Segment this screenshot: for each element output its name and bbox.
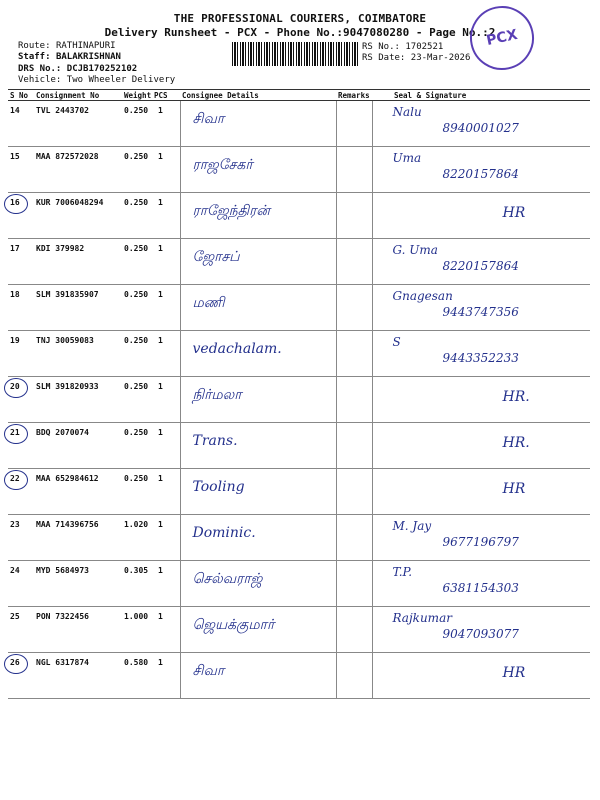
consignee-cell [180,653,336,699]
col-remarks: Remarks [336,90,372,101]
rs-date-value: 23-Mar-2026 [410,53,471,63]
table-row [8,423,590,469]
col-pcs: PCS [152,90,180,101]
sno-value: 26 [10,658,20,667]
signature-phone: 9677196797 [442,535,519,549]
table-row [8,285,590,331]
signature-phone: 9047093077 [442,627,519,641]
signature-phone: 8220157864 [442,259,519,273]
sno-value: 19 [10,336,20,345]
weight-cell: 0.250 [122,239,152,285]
seal-signature-cell [372,239,590,285]
consignee-cell [180,515,336,561]
consignment-cell: SLM 391835907 [34,285,122,331]
weight-cell: 0.250 [122,101,152,147]
signature-name: Nalu [392,105,422,119]
remarks-cell [336,331,372,377]
consignment-cell: PON 7322456 [34,607,122,653]
barcode [232,42,358,66]
seal-signature-cell [372,423,590,469]
table-row [8,147,590,193]
sno-cell [8,147,34,193]
consignment-cell: KDI 379982 [34,239,122,285]
runsheet-subtitle: Delivery Runsheet - PCX - Phone No.:9047080280 - Page No.:2 [104,26,496,39]
table-row [8,469,590,515]
pcs-cell: 1 [152,193,180,239]
sno-cell [8,285,34,331]
consignment-cell: MAA 872572028 [34,147,122,193]
signature-phone: 9443747356 [442,305,519,319]
pcs-cell: 1 [152,607,180,653]
vehicle-line [18,75,175,86]
signature-name: Uma [392,151,422,165]
sno-value: 14 [10,106,20,115]
sno-value: 20 [10,382,20,391]
remarks-cell [336,377,372,423]
consignee-cell [180,239,336,285]
table-row [8,377,590,423]
seal-signature-cell [372,331,590,377]
sno-value: 25 [10,612,20,621]
remarks-cell [336,607,372,653]
consignment-cell: MYD 5684973 [34,561,122,607]
pcs-cell: 1 [152,147,180,193]
table-row [8,561,590,607]
rs-no-value: 1702521 [405,42,444,52]
consignee-handwriting: நிர்மலா [192,387,242,403]
signature-name: T.P. [392,565,413,579]
col-consignment: Consignment No [34,90,122,101]
col-sno: S No [8,90,34,101]
sno-value: 16 [10,198,20,207]
pcs-cell: 1 [152,423,180,469]
remarks-cell [336,515,372,561]
staff-line [18,52,121,63]
remarks-cell [336,469,372,515]
signature-name: Gnagesan [392,289,453,303]
pcx-stamp: PCX [464,0,540,76]
consignee-handwriting: செல்வராஜ் [192,571,263,587]
sno-value: 18 [10,290,20,299]
signature-phone: 9443352233 [442,351,519,365]
staff-value: BALAKRISHNAN [55,52,121,62]
sno-cell [8,193,34,239]
rs-date-label: RS Date: [362,53,406,63]
consignee-cell [180,469,336,515]
drs-label: DRS No.: [18,64,62,74]
consignee-handwriting: ராஜசேகர் [192,157,253,173]
rs-no-line [362,42,443,53]
staff-label: Staff: [18,52,51,62]
sno-value: 17 [10,244,20,253]
route-value: RATHINAPURI [55,41,116,51]
route-label: Route: [18,41,51,51]
consignee-cell [180,561,336,607]
consignee-cell [180,285,336,331]
sno-value: 21 [10,428,20,437]
sno-cell [8,515,34,561]
weight-cell: 1.000 [122,607,152,653]
consignee-handwriting: ஜோசப் [192,249,240,265]
consignee-handwriting: Dominic. [192,525,256,541]
col-weight: Weight [124,90,152,100]
signature-name: Rajkumar [392,611,452,625]
weight-cell: 0.580 [122,653,152,699]
weight-cell: 0.250 [122,331,152,377]
table-row [8,607,590,653]
signature-name: HR [502,665,526,681]
runsheet-table [8,89,590,699]
sno-cell [8,377,34,423]
company-title: THE PROFESSIONAL COURIERS, COIMBATORE [173,12,427,25]
consignment-cell: TVL 2443702 [34,101,122,147]
remarks-cell [336,561,372,607]
consignee-handwriting: vedachalam. [192,341,282,357]
consignment-cell: TNJ 30059083 [34,331,122,377]
sno-cell [8,607,34,653]
sno-value: 22 [10,474,20,483]
consignee-cell [180,377,336,423]
signature-name: HR [502,205,526,221]
weight-cell: 0.250 [122,423,152,469]
remarks-cell [336,285,372,331]
sno-cell [8,101,34,147]
sno-cell [8,423,34,469]
signature-phone: 6381154303 [442,581,519,595]
seal-signature-cell [372,377,590,423]
weight-cell: 0.250 [122,285,152,331]
table-row [8,331,590,377]
pcs-cell: 1 [152,285,180,331]
consignee-handwriting: ஜெயக்குமார் [192,617,275,633]
weight-cell: 0.250 [122,469,152,515]
remarks-cell [336,147,372,193]
col-seal-signature: Seal & Signature [372,90,590,101]
remarks-cell [336,653,372,699]
consignment-cell: NGL 6317874 [34,653,122,699]
rs-no-label: RS No.: [362,42,400,52]
col-consignee: Consignee Details [180,90,336,101]
remarks-cell [336,101,372,147]
route-line [18,41,116,52]
consignment-cell: MAA 652984612 [34,469,122,515]
vehicle-value: Two Wheeler Delivery [66,75,176,85]
consignment-cell: SLM 391820933 [34,377,122,423]
pcs-cell: 1 [152,239,180,285]
table-row [8,239,590,285]
signature-phone: 8940001027 [442,121,519,135]
remarks-cell [336,423,372,469]
sno-cell [8,469,34,515]
signature-name: HR [502,481,526,497]
runsheet-rows [8,101,590,699]
table-header [8,90,590,101]
consignee-cell [180,101,336,147]
pcs-cell: 1 [152,561,180,607]
sno-value: 24 [10,566,20,575]
consignment-cell: KUR 7006048294 [34,193,122,239]
sno-cell [8,331,34,377]
rs-date-line [362,53,470,64]
sno-cell [8,561,34,607]
pcs-cell: 1 [152,653,180,699]
consignee-cell [180,147,336,193]
remarks-cell [336,239,372,285]
consignee-cell [180,331,336,377]
consignee-handwriting: Tooling [192,479,245,495]
pcs-cell: 1 [152,469,180,515]
sno-value: 23 [10,520,20,529]
consignee-cell [180,423,336,469]
table-row [8,193,590,239]
table-row [8,515,590,561]
table-row [8,653,590,699]
signature-name: S [392,335,401,349]
sno-cell [8,239,34,285]
signature-name: M. Jay [392,519,432,533]
drs-value: DCJB170252102 [66,64,138,74]
seal-signature-cell [372,561,590,607]
pcs-cell: 1 [152,101,180,147]
weight-cell: 0.250 [122,377,152,423]
weight-cell: 0.250 [122,147,152,193]
sno-cell [8,653,34,699]
consignment-cell: BDQ 2070074 [34,423,122,469]
consignment-cell: MAA 714396756 [34,515,122,561]
seal-signature-cell [372,147,590,193]
consignee-handwriting: சிவா [192,111,225,127]
seal-signature-cell [372,193,590,239]
pcs-cell: 1 [152,377,180,423]
seal-signature-cell [372,653,590,699]
signature-phone: 8220157864 [442,167,519,181]
signature-name: HR. [502,435,530,451]
consignee-handwriting: சிவா [192,663,225,679]
consignee-cell [180,607,336,653]
seal-signature-cell [372,285,590,331]
signature-name: HR. [502,389,530,405]
table-row [8,101,590,147]
seal-signature-cell [372,515,590,561]
pcs-cell: 1 [152,515,180,561]
consignee-cell [180,193,336,239]
consignee-handwriting: Trans. [192,433,238,449]
weight-cell: 1.020 [122,515,152,561]
remarks-cell [336,193,372,239]
consignee-handwriting: மணி [192,295,225,311]
seal-signature-cell [372,101,590,147]
drs-line [18,64,137,75]
sno-value: 15 [10,152,20,161]
seal-signature-cell [372,469,590,515]
pcs-cell: 1 [152,331,180,377]
consignee-handwriting: ராஜேந்திரன் [192,203,270,219]
weight-cell: 0.250 [122,193,152,239]
signature-name: G. Uma [392,243,438,257]
vehicle-label: Vehicle: [18,75,62,85]
seal-signature-cell [372,607,590,653]
weight-cell: 0.305 [122,561,152,607]
